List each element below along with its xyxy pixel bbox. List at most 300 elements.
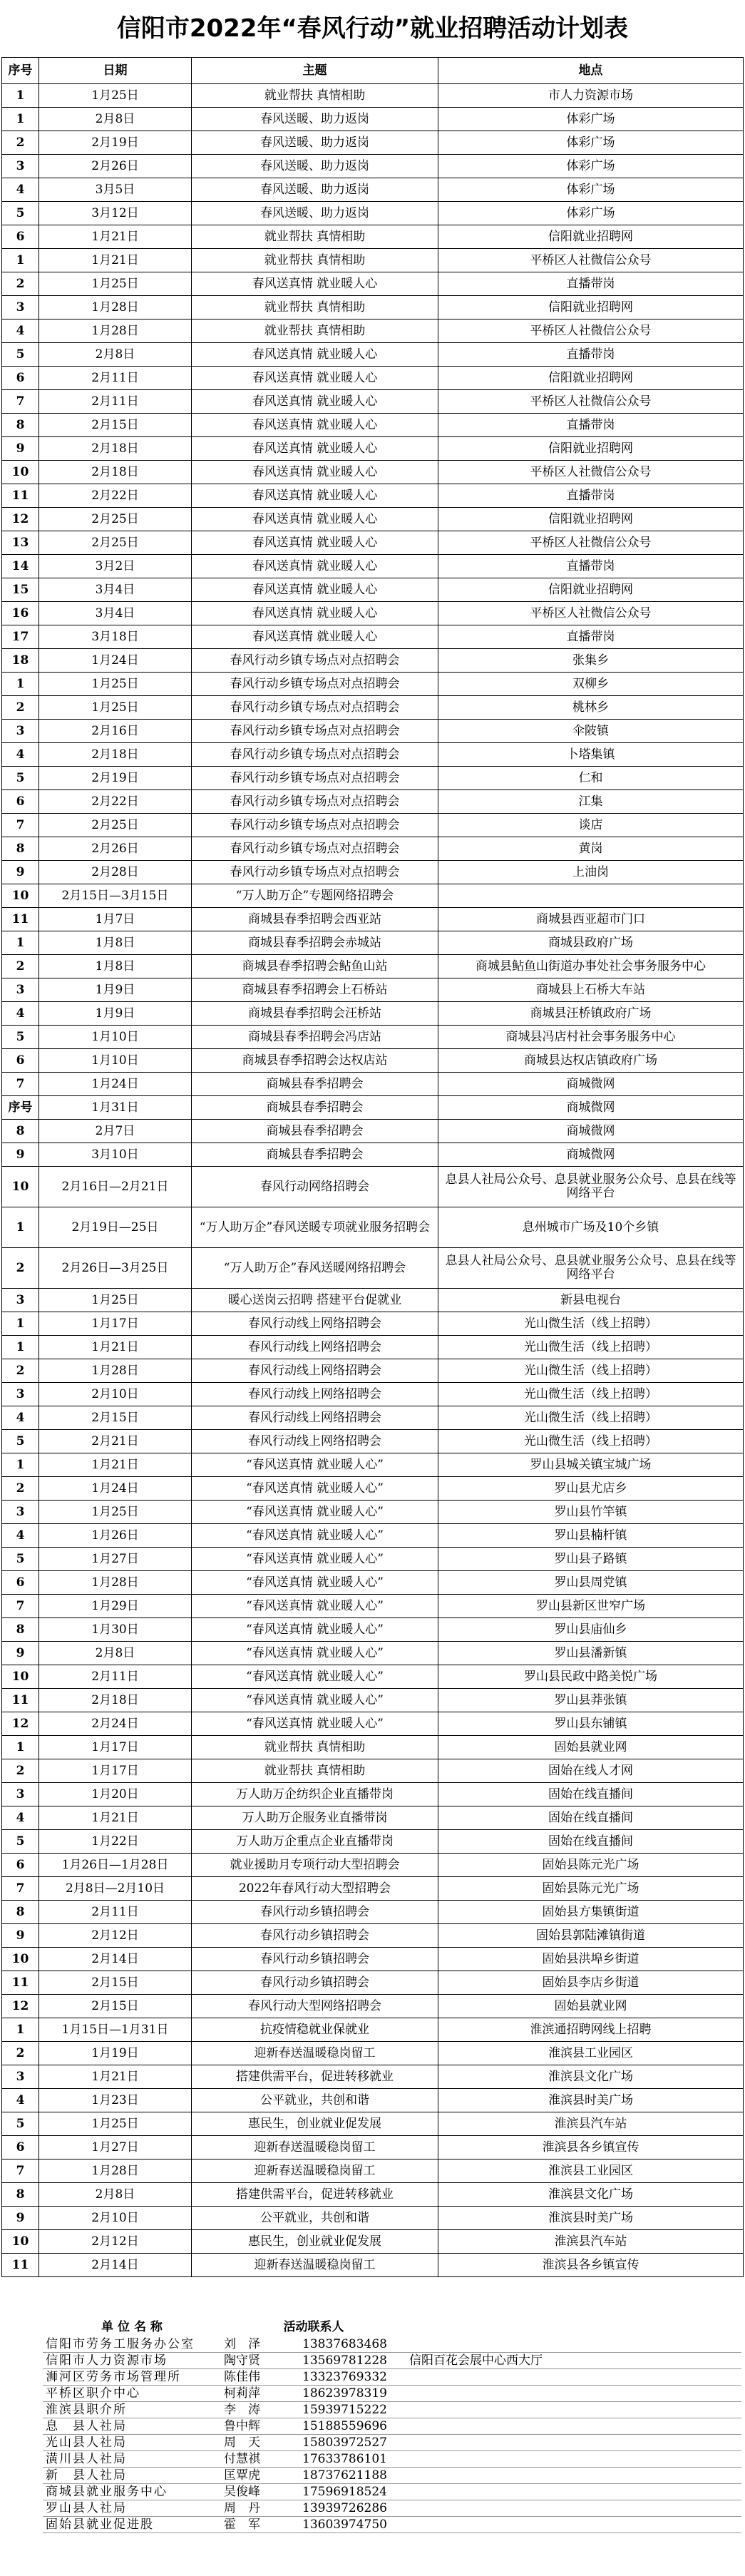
cell-no: 12 [2, 1995, 39, 2018]
contact-unit: 光山县人社局 [43, 2435, 221, 2451]
table-row [2, 155, 744, 178]
contact-row [43, 2336, 741, 2353]
cell-location: 体彩广场 [438, 108, 744, 131]
cell-date: 1月21日 [39, 1806, 192, 1830]
cell-no: 1 [2, 2018, 39, 2042]
cell-location: 江集 [438, 790, 744, 814]
cell-date: 1月21日 [39, 225, 192, 249]
cell-date: 2月18日 [39, 437, 192, 461]
contact-unit: 商城县就业服务中心 [43, 2484, 221, 2500]
cell-no: 8 [2, 414, 39, 437]
table-row [2, 2065, 744, 2089]
cell-date: 1月17日 [39, 1759, 192, 1783]
cell-date: 1月10日 [39, 1049, 192, 1073]
cell-location: 商城县政府广场 [438, 931, 744, 955]
cell-theme: 就业帮扶 真情相助 [192, 1759, 438, 1783]
cell-no: 3 [2, 1783, 39, 1806]
table-row [2, 1049, 744, 1073]
cell-location: 固始在线直播间 [438, 1806, 744, 1830]
cell-location: 体彩广场 [438, 202, 744, 225]
cell-date: 2月19日 [39, 767, 192, 790]
cell-location: 平桥区人社微信公众号 [438, 390, 744, 414]
cell-location: 平桥区人社微信公众号 [438, 602, 744, 625]
cell-location: 罗山县周党镇 [438, 1571, 744, 1595]
cell-location: 淮滨县工业园区 [438, 2160, 744, 2183]
cell-date: 1月10日 [39, 1026, 192, 1049]
cell-location: 罗山县尤店乡 [438, 1477, 744, 1501]
cell-date: 1月9日 [39, 1002, 192, 1026]
cell-location: 固始县方集镇街道 [438, 1901, 744, 1924]
contact-person: 匡覃虎 [221, 2468, 299, 2484]
contact-person: 周 丹 [221, 2500, 299, 2517]
table-row [2, 1736, 744, 1759]
cell-date: 1月26日 [39, 1524, 192, 1548]
cell-no: 4 [2, 1806, 39, 1830]
table-row [2, 1595, 744, 1618]
cell-theme: 春风行动线上网络招聘会 [192, 1336, 438, 1359]
table-row [2, 1901, 744, 1924]
cell-theme: 春风行动乡镇专场点对点招聘会 [192, 673, 438, 696]
table-body [2, 84, 744, 2277]
cell-theme: 春风送真情 就业暖人心 [192, 272, 438, 296]
cell-date: 2月19日 [39, 131, 192, 155]
table-row [2, 1026, 744, 1049]
contact-row [43, 2517, 741, 2533]
table-row [2, 1359, 744, 1383]
cell-date: 3月18日 [39, 625, 192, 649]
contact-note [406, 2402, 741, 2418]
cell-location: 罗山县竹竿镇 [438, 1501, 744, 1524]
contact-row [43, 2451, 741, 2468]
table-row [2, 1143, 744, 1167]
cell-theme: 就业帮扶 真情相助 [192, 84, 438, 108]
cell-location: 固始县郭陆滩镇街道 [438, 1924, 744, 1948]
cell-date: 2月11日 [39, 367, 192, 390]
cell-location: 体彩广场 [438, 155, 744, 178]
cell-theme: 春风送暖、助力返岗 [192, 131, 438, 155]
cell-location: 光山微生活（线上招聘） [438, 1430, 744, 1453]
table-row [2, 1830, 744, 1854]
contact-note [406, 2468, 741, 2484]
cell-location: 商城县西亚超市门口 [438, 908, 744, 931]
cell-no: 5 [2, 1430, 39, 1453]
table-row [2, 1571, 744, 1595]
cell-location: 淮滨县工业园区 [438, 2042, 744, 2065]
cell-theme: 春风行动乡镇专场点对点招聘会 [192, 720, 438, 743]
cell-location: 淮滨县各乡镇宣传 [438, 2254, 744, 2277]
cell-no: 12 [2, 508, 39, 531]
cell-date: 2月8日 [39, 108, 192, 131]
cell-date: 1月24日 [39, 1477, 192, 1501]
contact-note [406, 2517, 741, 2533]
cell-date: 1月7日 [39, 908, 192, 931]
contact-header-unit: 单 位 名 称 [101, 2320, 163, 2334]
cell-no: 6 [2, 367, 39, 390]
cell-date: 1月26日—1月28日 [39, 1854, 192, 1877]
table-row [2, 2136, 744, 2160]
cell-date: 2月14日 [39, 1948, 192, 1971]
cell-date: 1月28日 [39, 1571, 192, 1595]
contact-person: 霍 军 [221, 2517, 299, 2533]
cell-location: 淮滨县时美广场 [438, 2089, 744, 2112]
cell-date: 1月25日 [39, 84, 192, 108]
table-row [2, 1002, 744, 1026]
cell-date: 1月21日 [39, 2065, 192, 2089]
cell-theme: “春风送真情 就业暖人心” [192, 1689, 438, 1712]
cell-location: 体彩广场 [438, 131, 744, 155]
cell-location: 谈店 [438, 814, 744, 837]
cell-theme: 春风行动乡镇专场点对点招聘会 [192, 790, 438, 814]
cell-date: 1月24日 [39, 649, 192, 673]
table-row [2, 837, 744, 861]
cell-no: 10 [2, 884, 39, 908]
cell-no: 6 [2, 225, 39, 249]
cell-location: 信阳就业招聘网 [438, 437, 744, 461]
cell-location: 光山微生活（线上招聘） [438, 1383, 744, 1406]
table-row [2, 1971, 744, 1995]
contact-row [43, 2435, 741, 2451]
cell-no: 7 [2, 2160, 39, 2183]
cell-location: 新县电视台 [438, 1289, 744, 1312]
cell-theme: 商城县春季招聘会赤城站 [192, 931, 438, 955]
cell-no: 17 [2, 625, 39, 649]
contact-person: 付慧祺 [221, 2451, 299, 2468]
contact-phone: 13323769332 [299, 2369, 406, 2386]
table-row [2, 390, 744, 414]
cell-no: 1 [2, 673, 39, 696]
contact-phone: 13603974750 [299, 2517, 406, 2533]
cell-date: 2月18日 [39, 743, 192, 767]
cell-no: 8 [2, 1618, 39, 1642]
contact-unit: 信阳市劳务工服务办公室 [43, 2336, 221, 2353]
cell-theme: 春风行动线上网络招聘会 [192, 1312, 438, 1336]
cell-theme: 迎新春送温暖稳岗留工 [192, 2136, 438, 2160]
cell-theme: “春风送真情 就业暖人心” [192, 1453, 438, 1477]
header-theme: 主题 [192, 58, 438, 84]
cell-no: 3 [2, 1289, 39, 1312]
contact-unit: 固始县就业促进股 [43, 2517, 221, 2533]
table-row [2, 1312, 744, 1336]
cell-no: 3 [2, 296, 39, 320]
contact-unit: 平桥区职介中心 [43, 2386, 221, 2402]
table-row [2, 2042, 744, 2065]
table-row [2, 743, 744, 767]
cell-theme: 商城县春季招聘会西亚站 [192, 908, 438, 931]
cell-no: 7 [2, 390, 39, 414]
cell-no: 1 [2, 931, 39, 955]
cell-date: 1月31日 [39, 1096, 192, 1120]
cell-no: 2 [2, 696, 39, 720]
contact-unit: 新 县人社局 [43, 2468, 221, 2484]
cell-date: 1月23日 [39, 2089, 192, 2112]
cell-theme: “春风送真情 就业暖人心” [192, 1548, 438, 1571]
cell-date: 2月22日 [39, 484, 192, 508]
cell-date: 1月8日 [39, 955, 192, 978]
cell-location: 淮滨县时美广场 [438, 2207, 744, 2230]
cell-date: 2月8日—2月10日 [39, 1877, 192, 1901]
cell-no: 3 [2, 155, 39, 178]
cell-theme: 春风送真情 就业暖人心 [192, 390, 438, 414]
cell-no: 9 [2, 2207, 39, 2230]
cell-location: 商城微网 [438, 1073, 744, 1096]
table-row [2, 767, 744, 790]
cell-theme: “春风送真情 就业暖人心” [192, 1595, 438, 1618]
table-row [2, 2018, 744, 2042]
cell-date: 2月26日 [39, 155, 192, 178]
cell-no: 10 [2, 1665, 39, 1689]
cell-location: 罗山县城关镇宝城广场 [438, 1453, 744, 1477]
cell-location: 直播带岗 [438, 414, 744, 437]
contact-note [406, 2386, 741, 2402]
cell-date: 2月11日 [39, 1665, 192, 1689]
cell-date: 1月24日 [39, 1073, 192, 1096]
cell-theme: “春风送真情 就业暖人心” [192, 1665, 438, 1689]
contact-header-blank [406, 2318, 741, 2336]
contact-table [43, 2318, 741, 2533]
cell-location: 罗山县民政中路美悦广场 [438, 1665, 744, 1689]
schedule-table [1, 57, 744, 2277]
cell-date: 1月25日 [39, 1501, 192, 1524]
cell-theme: 商城县春季招聘会上石桥站 [192, 978, 438, 1002]
table-row [2, 1783, 744, 1806]
cell-theme: 万人助万企服务业直播带岗 [192, 1806, 438, 1830]
cell-location: 淮滨县文化广场 [438, 2065, 744, 2089]
cell-location: 信阳就业招聘网 [438, 367, 744, 390]
cell-no: 13 [2, 531, 39, 555]
contact-note [406, 2435, 741, 2451]
cell-theme: 惠民生，创业就业促发展 [192, 2230, 438, 2254]
cell-date: 1月21日 [39, 1453, 192, 1477]
contact-unit: 罗山县人社局 [43, 2500, 221, 2517]
table-row [2, 1383, 744, 1406]
cell-theme: “春风送真情 就业暖人心” [192, 1712, 438, 1736]
cell-location: 仁和 [438, 767, 744, 790]
cell-no: 7 [2, 1595, 39, 1618]
cell-theme: 春风行动乡镇专场点对点招聘会 [192, 649, 438, 673]
cell-no: 2 [2, 272, 39, 296]
cell-theme: 商城县春季招聘会 [192, 1096, 438, 1120]
header-date: 日期 [39, 58, 192, 84]
cell-no: 2 [2, 1759, 39, 1783]
contact-phone: 15939715222 [299, 2402, 406, 2418]
cell-location: 直播带岗 [438, 272, 744, 296]
cell-no: 3 [2, 978, 39, 1002]
cell-no: 2 [2, 1248, 39, 1289]
cell-theme: 商城县春季招聘会 [192, 1143, 438, 1167]
cell-no: 1 [2, 1312, 39, 1336]
cell-date: 2月22日 [39, 790, 192, 814]
cell-theme: 春风送真情 就业暖人心 [192, 414, 438, 437]
cell-theme: 春风行动乡镇招聘会 [192, 1971, 438, 1995]
table-row [2, 1665, 744, 1689]
cell-location: 罗山县新区世窄广场 [438, 1595, 744, 1618]
cell-date: 1月29日 [39, 1595, 192, 1618]
table-row [2, 790, 744, 814]
contact-phone: 17633786101 [299, 2451, 406, 2468]
cell-location: 商城县鲇鱼山街道办事处社会事务服务中心 [438, 955, 744, 978]
table-row [2, 1806, 744, 1830]
cell-location: 平桥区人社微信公众号 [438, 320, 744, 343]
cell-no: 11 [2, 1971, 39, 1995]
table-row [2, 367, 744, 390]
table-row [2, 1995, 744, 2018]
contact-note [406, 2336, 741, 2353]
table-row [2, 202, 744, 225]
cell-location: 市人力资源市场 [438, 84, 744, 108]
cell-theme: 春风送真情 就业暖人心 [192, 343, 438, 367]
cell-date: 1月21日 [39, 249, 192, 272]
contact-row [43, 2386, 741, 2402]
cell-date: 2月19日—25日 [39, 1207, 192, 1248]
cell-theme: 春风送暖、助力返岗 [192, 178, 438, 202]
contact-row [43, 2418, 741, 2435]
cell-date: 2月11日 [39, 390, 192, 414]
contact-note [406, 2484, 741, 2500]
table-row [2, 1248, 744, 1289]
cell-theme: “万人助万企”专题网络招聘会 [192, 884, 438, 908]
document-title: 信阳市2022年“春风行动”就业招聘活动计划表 [116, 14, 629, 43]
cell-no: 3 [2, 720, 39, 743]
cell-date: 2月7日 [39, 1120, 192, 1143]
cell-date: 2月12日 [39, 1924, 192, 1948]
cell-theme: 公平就业，共创和谐 [192, 2089, 438, 2112]
table-row [2, 131, 744, 155]
table-row [2, 978, 744, 1002]
cell-no: 5 [2, 1830, 39, 1854]
cell-no: 10 [2, 1167, 39, 1207]
cell-no: 8 [2, 1120, 39, 1143]
cell-no: 6 [2, 1571, 39, 1595]
cell-date: 2月10日 [39, 1383, 192, 1406]
cell-date: 1月28日 [39, 320, 192, 343]
cell-theme: 商城县春季招聘会冯店站 [192, 1026, 438, 1049]
cell-location: 直播带岗 [438, 343, 744, 367]
contact-phone: 13837683468 [299, 2336, 406, 2353]
cell-location: 桃林乡 [438, 696, 744, 720]
contact-phone: 13569781228 [299, 2353, 406, 2369]
header-location: 地点 [438, 58, 744, 84]
table-row [2, 1548, 744, 1571]
cell-theme: 春风送真情 就业暖人心 [192, 461, 438, 484]
cell-theme: 搭建供需平台，促进转移就业 [192, 2065, 438, 2089]
cell-no: 6 [2, 2136, 39, 2160]
cell-no: 2 [2, 2042, 39, 2065]
cell-location: 罗山县潘新镇 [438, 1642, 744, 1665]
cell-no: 5 [2, 767, 39, 790]
contact-row [43, 2484, 741, 2500]
cell-no: 2 [2, 131, 39, 155]
cell-date: 1月17日 [39, 1736, 192, 1759]
cell-theme: “春风送真情 就业暖人心” [192, 1618, 438, 1642]
table-row [2, 814, 744, 837]
cell-location: 息县人社局公众号、息县就业服务公众号、息县在线等网络平台 [438, 1167, 744, 1207]
cell-theme: 迎新春送温暖稳岗留工 [192, 2160, 438, 2183]
cell-theme: 商城县春季招聘会 [192, 1073, 438, 1096]
cell-location: 光山微生活（线上招聘） [438, 1406, 744, 1430]
contact-person: 柯莉萍 [221, 2386, 299, 2402]
table-row [2, 272, 744, 296]
cell-date: 2月10日 [39, 2207, 192, 2230]
table-header-row [2, 58, 744, 84]
cell-no: 1 [2, 249, 39, 272]
cell-theme: 春风送真情 就业暖人心 [192, 367, 438, 390]
table-row [2, 1289, 744, 1312]
cell-location: 张集乡 [438, 649, 744, 673]
cell-theme: 商城县春季招聘会汪桥站 [192, 1002, 438, 1026]
cell-theme: “万人助万企”春风送暖专项就业服务招聘会 [192, 1207, 438, 1248]
cell-location: 固始县陈元光广场 [438, 1877, 744, 1901]
cell-date: 2月25日 [39, 531, 192, 555]
cell-theme: “春风送真情 就业暖人心” [192, 1642, 438, 1665]
cell-location: 商城县冯店村社会事务服务中心 [438, 1026, 744, 1049]
table-row [2, 320, 744, 343]
table-row [2, 1477, 744, 1501]
cell-no: 4 [2, 1524, 39, 1548]
cell-theme: 春风行动乡镇专场点对点招聘会 [192, 814, 438, 837]
cell-no: 6 [2, 1854, 39, 1877]
contact-note: 信阳百花会展中心西大厅 [406, 2353, 741, 2369]
cell-date: 2月15日—3月15日 [39, 884, 192, 908]
cell-location [438, 884, 744, 908]
cell-location: 商城微网 [438, 1120, 744, 1143]
header-no: 序号 [2, 58, 39, 84]
cell-theme: 搭建供需平台，促进转移就业 [192, 2183, 438, 2207]
cell-no: 9 [2, 861, 39, 884]
table-row [2, 2207, 744, 2230]
table-row [2, 1854, 744, 1877]
cell-no: 2 [2, 1359, 39, 1383]
cell-date: 2月15日 [39, 1995, 192, 2018]
cell-theme: “万人助万企”春风送暖网络招聘会 [192, 1248, 438, 1289]
table-row [2, 296, 744, 320]
cell-theme: 春风行动乡镇招聘会 [192, 1901, 438, 1924]
cell-location: 固始在线直播间 [438, 1783, 744, 1806]
cell-no: 11 [2, 2254, 39, 2277]
table-row [2, 84, 744, 108]
cell-no: 14 [2, 555, 39, 578]
cell-date: 1月22日 [39, 1830, 192, 1854]
cell-theme: 迎新春送温暖稳岗留工 [192, 2254, 438, 2277]
cell-date: 2月16日 [39, 720, 192, 743]
cell-date: 2月25日 [39, 508, 192, 531]
cell-theme: 暖心送岗云招聘 搭建平台促就业 [192, 1289, 438, 1312]
cell-no: 4 [2, 2089, 39, 2112]
cell-date: 3月4日 [39, 578, 192, 602]
cell-no: 11 [2, 1689, 39, 1712]
cell-no: 5 [2, 202, 39, 225]
cell-theme: 商城县春季招聘会鲇鱼山站 [192, 955, 438, 978]
table-row [2, 955, 744, 978]
cell-no: 7 [2, 1877, 39, 1901]
table-row [2, 2089, 744, 2112]
cell-date: 1月8日 [39, 931, 192, 955]
cell-location: 卜塔集镇 [438, 743, 744, 767]
cell-theme: 春风行动乡镇专场点对点招聘会 [192, 861, 438, 884]
cell-theme: 春风行动线上网络招聘会 [192, 1430, 438, 1453]
cell-date: 3月12日 [39, 202, 192, 225]
cell-theme: 春风送真情 就业暖人心 [192, 602, 438, 625]
cell-location: 信阳就业招聘网 [438, 225, 744, 249]
contact-unit: 息 县人社局 [43, 2418, 221, 2435]
table-row [2, 696, 744, 720]
cell-theme: 商城县春季招聘会 [192, 1120, 438, 1143]
cell-theme: 春风送暖、助力返岗 [192, 155, 438, 178]
table-row [2, 931, 744, 955]
cell-date: 1月15日—1月31日 [39, 2018, 192, 2042]
cell-location: 罗山县莽张镇 [438, 1689, 744, 1712]
table-row [2, 2254, 744, 2277]
cell-location: 淮滨通招聘网线上招聘 [438, 2018, 744, 2042]
